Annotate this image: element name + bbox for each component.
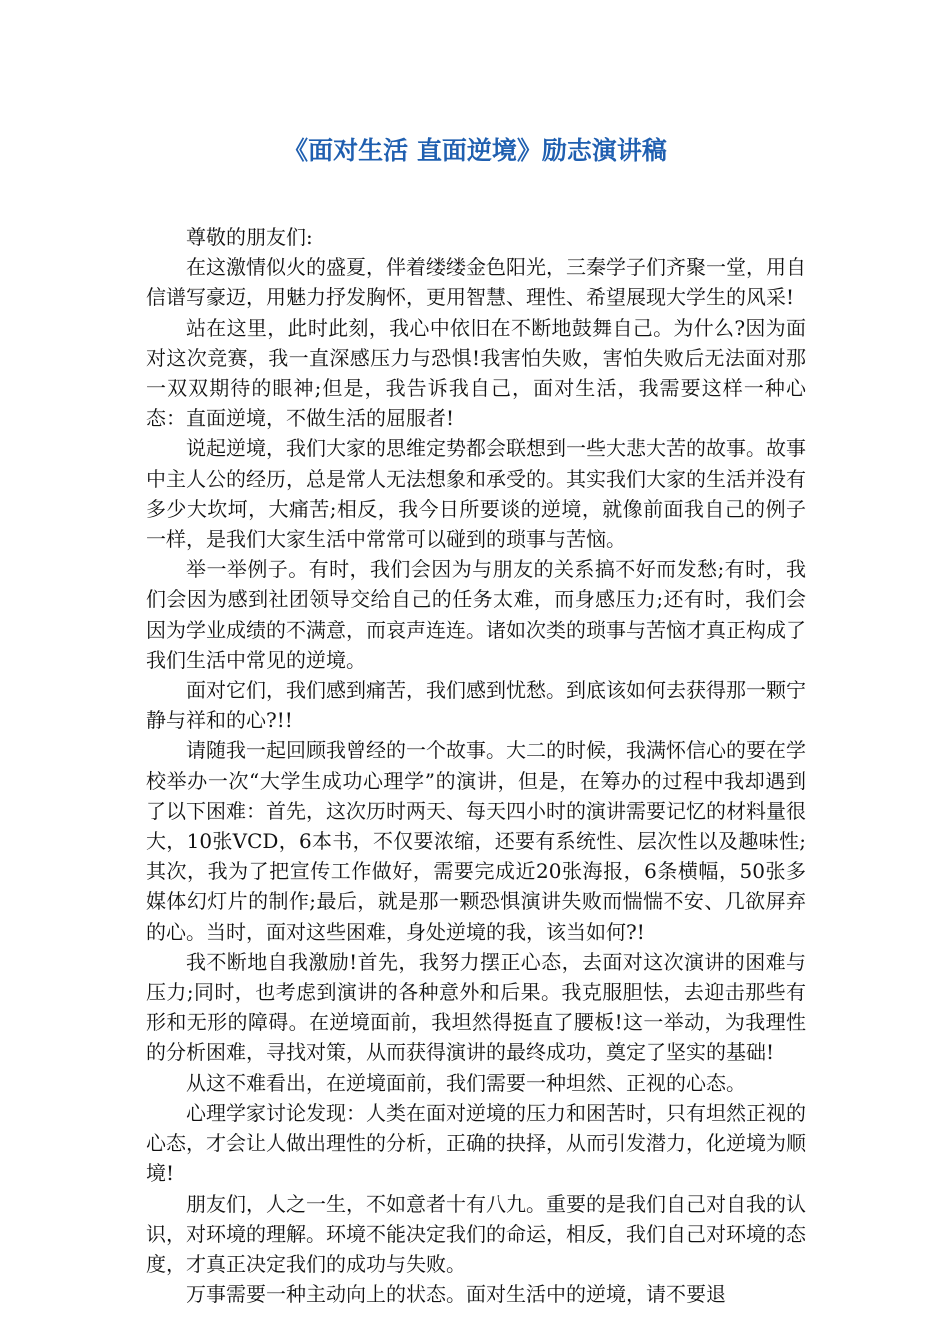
paragraph: 面对它们，我们感到痛苦，我们感到忧愁。到底该如何去获得那一颗宁静与祥和的心?!!: [146, 678, 806, 733]
paragraph: 举一举例子。有时，我们会因为与朋友的关系搞不好而发愁;有时，我们会因为感到社团领导交给自己的任务太难，而身感压力;还有时，我们会因为学业成绩的不满意，而哀声连连。诸如次类的琐事与苦恼才真正构成了我们生活中常见的逆境。: [146, 557, 806, 672]
document-title: 《面对生活 直面逆境》励志演讲稿: [283, 136, 667, 165]
document-body: [146, 222, 806, 1309]
paragraph: 说起逆境，我们大家的思维定势都会联想到一些大悲大苦的故事。故事中主人公的经历，总是常人无法想象和承受的。其实我们大家的生活并没有多少大坎坷，大痛苦;相反，我今日所要谈的逆境，就像前面我自己的例子一样，是我们大家生活中常常可以碰到的琐事与苦恼。: [146, 436, 806, 552]
paragraph-truncated: 万事需要一种主动向上的状态。面对生活中的逆境，请不要退: [186, 1282, 726, 1307]
paragraph-salutation: 尊敬的朋友们:: [186, 225, 313, 249]
paragraph: 朋友们，人之一生，不如意者十有八九。重要的是我们自己对自我的认识，对环境的理解。环境不能决定我们的命运，相反，我们自己对环境的态度，才真正决定我们的成功与失败。: [146, 1191, 806, 1276]
paragraph: 在这激情似火的盛夏，伴着缕缕金色阳光，三秦学子们齐聚一堂，用自信谱写豪迈，用魅力抒发胸怀，更用智慧、理性、希望展现大学生的风采!: [146, 255, 806, 310]
paragraph: 请随我一起回顾我曾经的一个故事。大二的时候，我满怀信心的要在学校举办一次“大学生成功心理学”的演讲，但是，在筹办的过程中我却遇到了以下困难：首先，这次历时两天、每天四小时的演讲需要记忆的材料量很大，10张VCD，6本书，不仅要浓缩，还要有系统性、层次性以及趣味性;其次，我为了把宣传工作做好，需要完成近20张海报，6条横幅，50张多媒体幻灯片的制作;最后，就是那一颗恐惧演讲失败而惴惴不安、几欲屏弃的心。当时，面对这些困难，身处逆境的我，该当如何?!: [146, 738, 806, 944]
paragraph: 我不断地自我激励!首先，我努力摆正心态，去面对这次演讲的困难与压力;同时，也考虑到演讲的各种意外和后果。我克服胆怯，去迎击那些有形和无形的障碍。在逆境面前，我坦然得挺直了腰板!这一举动，为我理性的分析困难，寻找对策，从而获得演讲的最终成功，奠定了坚实的基础!: [146, 949, 806, 1065]
paragraph: 心理学家讨论发现：人类在面对逆境的压力和困苦时，只有坦然正视的心态，才会让人做出理性的分析，正确的抉择，从而引发潜力，化逆境为顺境!: [146, 1100, 806, 1186]
paragraph: 站在这里，此时此刻，我心中依旧在不断地鼓舞自己。为什么?因为面对这次竞赛，我一直深感压力与恐惧!我害怕失败，害怕失败后无法面对那一双双期待的眼神;但是，我告诉我自己，面对生活，我需要这样一种心态：直面逆境，不做生活的屈服者!: [146, 315, 806, 431]
paragraph: 从这不难看出，在逆境面前，我们需要一种坦然、正视的心态。: [186, 1070, 746, 1095]
